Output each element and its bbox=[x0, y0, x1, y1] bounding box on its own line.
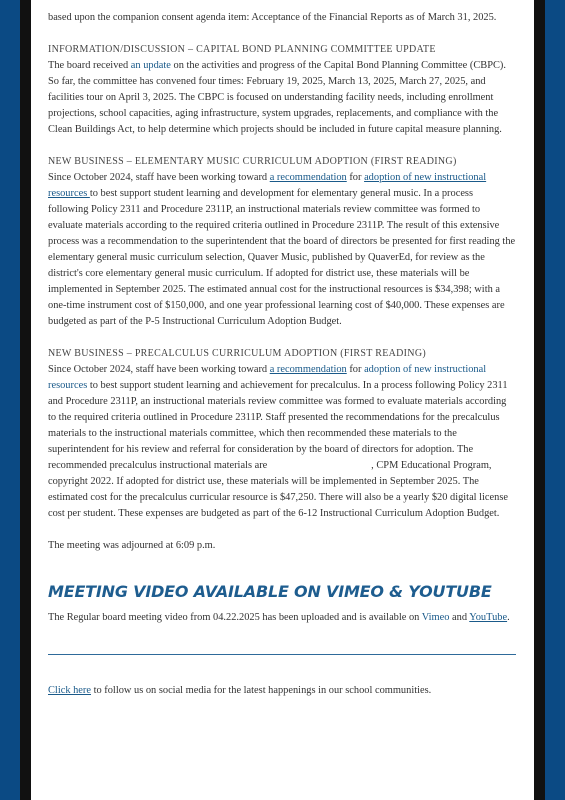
music-curriculum-section bbox=[48, 154, 516, 330]
left-blue-border bbox=[0, 0, 20, 800]
left-dark-border bbox=[20, 0, 31, 800]
music-curriculum-heading: NEW BUSINESS – ELEMENTARY MUSIC CURRICULUM ADOPTION (FIRST READING) bbox=[48, 156, 457, 167]
social-paragraph: Click here to follow us on social media for the latest happenings in our school communities. bbox=[48, 685, 432, 696]
precalculus-curriculum-section bbox=[48, 346, 516, 522]
video-paragraph: The Regular board meeting video from 04.22.2025 has been uploaded and is available on Vimeo and YouTube. bbox=[48, 612, 510, 623]
right-blue-border bbox=[545, 0, 565, 800]
social-click-here-link[interactable]: Click here bbox=[48, 685, 91, 696]
video-section-title: MEETING VIDEO AVAILABLE ON VIMEO & YOUTUBE bbox=[48, 582, 492, 601]
capital-bond-body: The board received an update on the activities and progress of the Capital Bond Planning Committee (CBPC). So far, the committee has convened four times: February 19, 2025, March 13, 2025, March 27, 2025, and facilities tour on April 3, 2025. The CBPC is focused on understanding facility needs, including enrollment projections, school capacities, aging infrastructure, system upgrades, replacements, and compliance with the Clean Buildings Act, to help determine which projects should be included in future capital measure planning. bbox=[48, 60, 506, 135]
right-dark-border bbox=[534, 0, 545, 800]
youtube-link[interactable]: YouTube bbox=[469, 612, 508, 623]
intro-text: based upon the companion consent agenda item: Acceptance of the Financial Reports as of March 31, 2025. bbox=[48, 12, 497, 23]
precalc-recommendation-link[interactable]: a recommendation bbox=[269, 364, 347, 375]
intro-paragraph bbox=[48, 10, 516, 26]
adjournment-paragraph bbox=[48, 538, 516, 554]
capital-bond-section bbox=[48, 42, 516, 138]
capital-bond-heading: INFORMATION/DISCUSSION – CAPITAL BOND PLANNING COMMITTEE UPDATE bbox=[48, 44, 436, 55]
adjournment-text: The meeting was adjourned at 6:09 p.m. bbox=[48, 540, 216, 551]
music-recommendation-link[interactable]: a recommendation bbox=[269, 172, 347, 183]
vimeo-link[interactable]: Vimeo bbox=[421, 612, 450, 623]
music-adoption-link[interactable]: adoption of new instructional resources bbox=[48, 172, 487, 199]
music-curriculum-body: Since October 2024, staff have been working toward a recommendation for adoption of new instructional resources to best support student learning and development for elementary general music. In a process following Policy 2311 and Procedure 2311P, an instructional materials review committee was formed to evaluate materials according to the required criteria outlined in Procedure 2311P. The result of this extensive process was a recommendation to the superintendent that the board of directors be presented for first reading the elementary general music curriculum selection, Quaver Music, published by QuaverEd, for review as the district's core elementary general music curriculum. If adopted for district use, these materials will be implemented in September 2025. The estimated annual cost for the instructional resources is $34,398; with a one-time instrument cost of $150,000, and one year professional learning cost of $40,000. These expenses are budgeted as part of the P-5 Instructional Curriculum Adoption Budget. bbox=[48, 172, 516, 327]
precalculus-curriculum-body: Since October 2024, staff have been working toward a recommendation for adoption of new instructional resources to best support student learning and achievement for precalculus. In a process following Policy 2311 and Procedure 2311P, an instructional materials review committee was formed to evaluate materials according to the required criteria outlined in Procedure 2311P. Staff presented the recommendations for the precalculus materials to the instructional materials committee, which then recommended these materials to the superintendent for his review and referral for consideration by the board of directors for adoption. The recommended precalculus instructional materials are , CPM Educational Program, copyright 2022. If adopted for district use, these materials will be implemented in September 2025. The estimated cost for the precalculus curricular resource is $47,250. There will also be a yearly $20 digital license cost per student. These expenses are budgeted as part of the 6-12 Instructional Curriculum Adoption Budget. bbox=[48, 364, 511, 519]
precalculus-curriculum-heading: NEW BUSINESS – PRECALCULUS CURRICULUM ADOPTION (FIRST READING) bbox=[48, 348, 426, 359]
precalc-adoption-link[interactable]: adoption of new instructional resources bbox=[48, 364, 487, 391]
section-divider bbox=[48, 654, 516, 655]
newsletter-content bbox=[48, 0, 516, 699]
update-link[interactable]: an update bbox=[130, 60, 171, 71]
